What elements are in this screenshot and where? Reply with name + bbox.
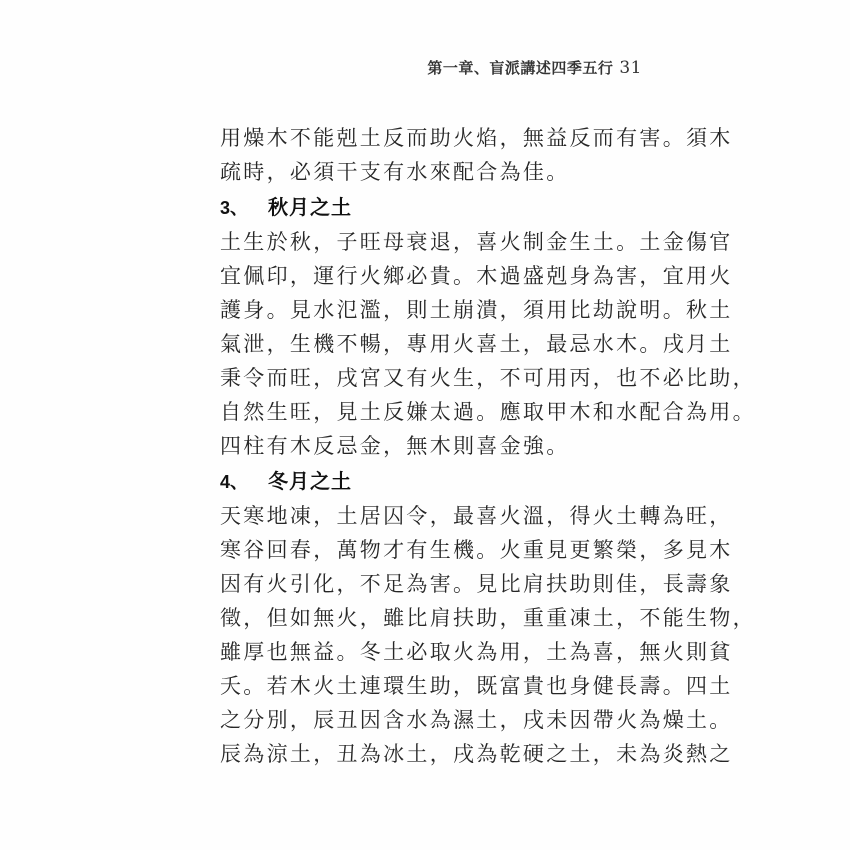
- chapter-title: 第一章、盲派講述四季五行: [427, 59, 614, 77]
- running-header: [427, 57, 642, 78]
- section-number: 4、: [220, 472, 249, 492]
- text-line: 夭。若木火土連環生助，既富貴也身健長壽。四土: [220, 674, 733, 698]
- text-line: 寒谷回春，萬物才有生機。火重見更繁榮，多見木: [220, 538, 733, 562]
- section-heading-winter-earth: [220, 463, 650, 499]
- text-line: 疏時，必須干支有水來配合為佳。: [220, 160, 570, 184]
- section-heading-autumn-earth: [220, 189, 650, 225]
- text-line: 氣泄，生機不暢，專用火喜土，最忌水木。戌月土: [220, 332, 733, 356]
- text-line: 護身。見水氾濫，則土崩潰，須用比劫說明。秋土: [220, 298, 733, 322]
- section-title: 冬月之土: [268, 469, 352, 493]
- text-line: 因有火引化，不足為害。見比肩扶助則佳，長壽象: [220, 572, 733, 596]
- section-number: 3、: [220, 198, 249, 218]
- text-line: 之分別，辰丑因含水為濕土，戌未因帶火為燥土。: [220, 708, 733, 732]
- text-line: 秉令而旺，戌宮又有火生，不可用丙，也不必比助，: [220, 366, 756, 390]
- page-number: 31: [619, 58, 642, 78]
- text-line: 天寒地凍，土居囚令，最喜火溫，得火土轉為旺，: [220, 504, 733, 528]
- text-line: 用燥木不能剋土反而助火焰，無益反而有害。須木: [220, 126, 733, 150]
- text-line: 自然生旺，見土反嫌太過。應取甲木和水配合為用。: [220, 400, 756, 424]
- section-title: 秋月之土: [268, 195, 352, 219]
- text-line: 辰為涼土，丑為冰土，戌為乾硬之土，未為炎熱之: [220, 742, 733, 766]
- text-line: 徵，但如無火，雖比肩扶助，重重凍土，不能生物，: [220, 606, 756, 630]
- body-text: [220, 121, 756, 771]
- text-line: 雖厚也無益。冬土必取火為用，土為喜，無火則貧: [220, 640, 733, 664]
- text-line: 宜佩印，運行火鄉必貴。木過盛剋身為害，宜用火: [220, 264, 733, 288]
- text-line: 土生於秋，子旺母衰退，喜火制金生土。土金傷官: [220, 230, 733, 254]
- text-line: 四柱有木反忌金，無木則喜金強。: [220, 434, 570, 458]
